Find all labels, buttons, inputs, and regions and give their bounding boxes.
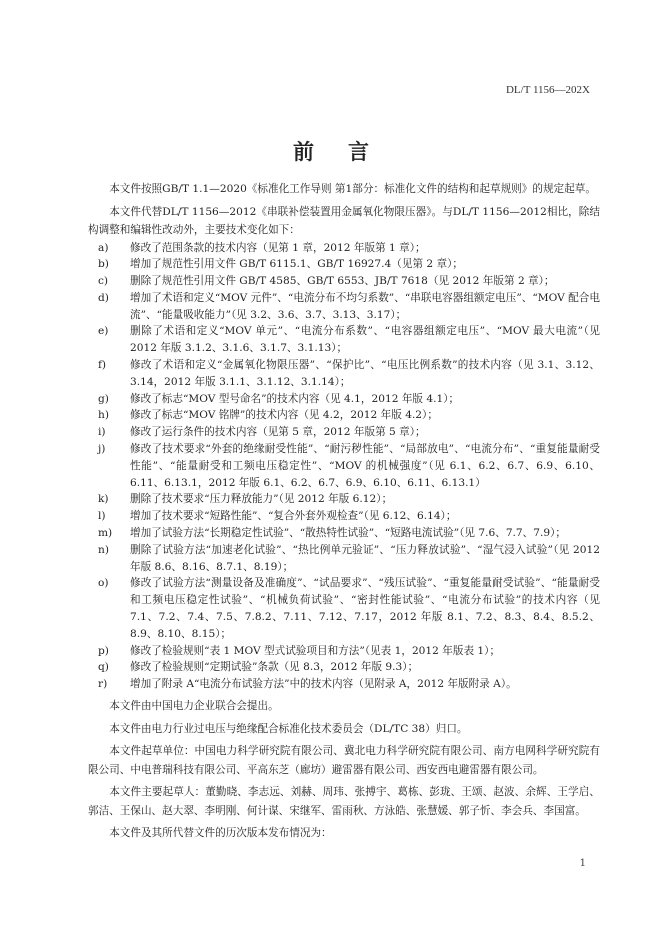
drafting-units-paragraph: 本文件起草单位：中国电力科学研究院有限公司、冀北电力科学研究院有限公司、南方电网科学研究院有限公司、中电普瑞科技有限公司、平高东芝（廊坊）避雷器有限公司、西安西电避雷器有限公司。 <box>88 745 600 776</box>
list-item-label: j) <box>98 443 106 456</box>
list-item-label: b) <box>98 258 109 271</box>
list-item <box>88 491 600 508</box>
list-item-text: 修改了术语和定义“金属氧化物限压器”、“保护比”、“电压比例系数”的技术内容（见 3.1、3.12、3.14，2012 年版 3.1.1、3.1.12、3.1.14）； <box>130 359 600 388</box>
list-item-text: 增加了技术要求“短路性能”、“复合外套外观检查”（见 6.12、6.14）； <box>130 510 457 523</box>
page-title: 前言 <box>293 140 403 164</box>
list-item-text: 删除了技术要求“压力释放能力”（见 2012 年版 6.12）； <box>130 493 393 506</box>
list-item <box>88 441 600 491</box>
list-item-label: g) <box>98 392 109 405</box>
list-item <box>88 424 600 441</box>
list-item-label: p) <box>98 644 109 657</box>
list-item-text: 修改了标志“MOV 铭牌”的技术内容（见 4.2，2012 年版 4.2）； <box>130 409 438 422</box>
list-item <box>88 273 600 290</box>
list-item-text: 修改了检验规则“表 1 MOV 型式试验项目和方法”（见表 1，2012 年版表 1）； <box>130 644 501 657</box>
list-item-text: 删除了试验方法“加速老化试验”、“热比例单元验证”、“压力释放试验”、“湿气浸入试验”（见 2012 年版 8.6、8.16、8.7.1、8.19）； <box>130 543 600 573</box>
list-item <box>88 643 600 660</box>
list-item <box>88 542 600 576</box>
list-item-label: a) <box>98 241 109 254</box>
list-item-text: 修改了检验规则“定期试验”条款（见 8.3，2012 年版 9.3）； <box>130 661 419 674</box>
intro-paragraph: 本文件代替DL/T 1156—2012《串联补偿装置用金属氧化物限压器》。与DL/T 1156—2012相比，除结构调整和编辑性改动外，主要技术变化如下： <box>88 205 600 236</box>
list-item <box>88 357 600 391</box>
document-code: DL/T 1156—202X <box>505 84 590 96</box>
list-item <box>88 525 600 542</box>
list-item <box>88 407 600 424</box>
history-paragraph: 本文件及其所代替文件的历次版本发布情况为： <box>109 827 332 840</box>
list-item-text: 删除了规范性引用文件 GB/T 4585、GB/T 6553、JB/T 7618（见 2012 年版第 2 章）； <box>130 275 555 288</box>
proposer-paragraph: 本文件由中国电力企业联合会提出。 <box>109 700 279 713</box>
list-item-label: e) <box>98 325 109 338</box>
list-item-label: r) <box>98 678 108 691</box>
intro-paragraph: 本文件按照GB/T 1.1—2020《标准化工作导则 第1部分：标准化文件的结构和起草规则》的规定起草。 <box>109 183 596 195</box>
drafters-paragraph: 本文件主要起草人：董勤晓、李志远、刘赫、周玮、张搏宇、葛栋、彭珑、王颂、赵波、余辉、王学启、郭洁、王保山、赵大翠、李明刚、何计谋、宋继军、雷雨秋、方泳皓、张慧媛、郭子忻、李会兵、李国富。 <box>88 786 600 817</box>
list-item-label: m) <box>98 527 113 540</box>
list-item-label: h) <box>98 409 109 422</box>
list-item-text: 增加了规范性引用文件 GB/T 6115.1、GB/T 16927.4（见第 2 章）； <box>130 258 464 271</box>
change-list <box>88 240 600 694</box>
list-item <box>88 323 600 357</box>
list-item <box>88 575 600 642</box>
list-item-text: 修改了范围条款的技术内容（见第 1 章，2012 年版第 1 章）； <box>130 241 426 254</box>
list-item-text: 增加了术语和定义“MOV 元件”、“电流分布不均匀系数”、“串联电容器组额定电压”、“MOV 配合电流”、“能量吸收能力”（见 3.2、3.6、3.7、3.13、3.17）； <box>130 291 600 321</box>
list-item-label: f) <box>98 359 107 372</box>
list-item-text: 增加了试验方法“长期稳定性试验”、“散热特性试验”、“短路电流试验”（见 7.6、7.7、7.9）； <box>130 527 566 540</box>
list-item <box>88 290 600 324</box>
list-item-text: 修改了试验方法“测量设备及准确度”、“试品要求”、“残压试验”、“重复能量耐受试验”、“能量耐受和工频电压稳定性试验”、“机械负荷试验”、“密封性能试验”、“电流分布试验”的技术内容（见 7.1、7.2、7.4、7.5、7.8.2、7.11、7.12、7.17，2012 年版 8.1、7.2、8.3、8.4、8.5.2、8.9、8.10、8.15）； <box>130 577 600 640</box>
list-item-text: 删除了术语和定义“MOV 单元”、“电流分布系数”、“电容器组额定电压”、“MOV 最大电流”（见 2012 年版 3.1.2、3.1.6、3.1.7、3.1.13）； <box>130 325 600 355</box>
list-item-label: d) <box>98 291 109 304</box>
list-item-label: n) <box>98 543 109 556</box>
list-item <box>88 508 600 525</box>
list-item-text: 修改了运行条件的技术内容（见第 5 章，2012 年版第 5 章）； <box>130 426 426 439</box>
list-item-label: q) <box>98 661 109 674</box>
list-item <box>88 240 600 257</box>
list-item <box>88 256 600 273</box>
list-item-text: 增加了附录 A“电流分布试验方法”中的技术内容（见附录 A，2012 年版附录 A）。 <box>130 678 517 691</box>
page-number: 1 <box>579 858 586 869</box>
list-item-text: 修改了技术要求“外套的绝缘耐受性能”、“耐污秽性能”、“局部放电”、“电流分布”、“重复能量耐受性能”、“能量耐受和工频电压稳定性”、“MOV 的机械强度”（见 6.1、6.2、6.7、6.9、6.10、6.11、6.13.1，2012 年版 6.1、6.2、6.7、6.9、6.10、6.11、6.13.1） <box>130 443 600 489</box>
list-item <box>88 659 600 676</box>
list-item-label: c) <box>98 275 109 288</box>
list-item <box>88 676 600 693</box>
list-item-label: i) <box>98 426 106 439</box>
list-item <box>88 391 600 408</box>
list-item-label: l) <box>98 510 106 523</box>
list-item-text: 修改了标志“MOV 型号命名”的技术内容（见 4.1，2012 年版 4.1）； <box>130 392 460 405</box>
document-body <box>88 180 600 843</box>
list-item-label: k) <box>98 493 109 506</box>
list-item-label: o) <box>98 577 109 590</box>
committee-paragraph: 本文件由电力行业过电压与绝缘配合标准化技术委员会（DL/TC 38）归口。 <box>109 722 468 735</box>
